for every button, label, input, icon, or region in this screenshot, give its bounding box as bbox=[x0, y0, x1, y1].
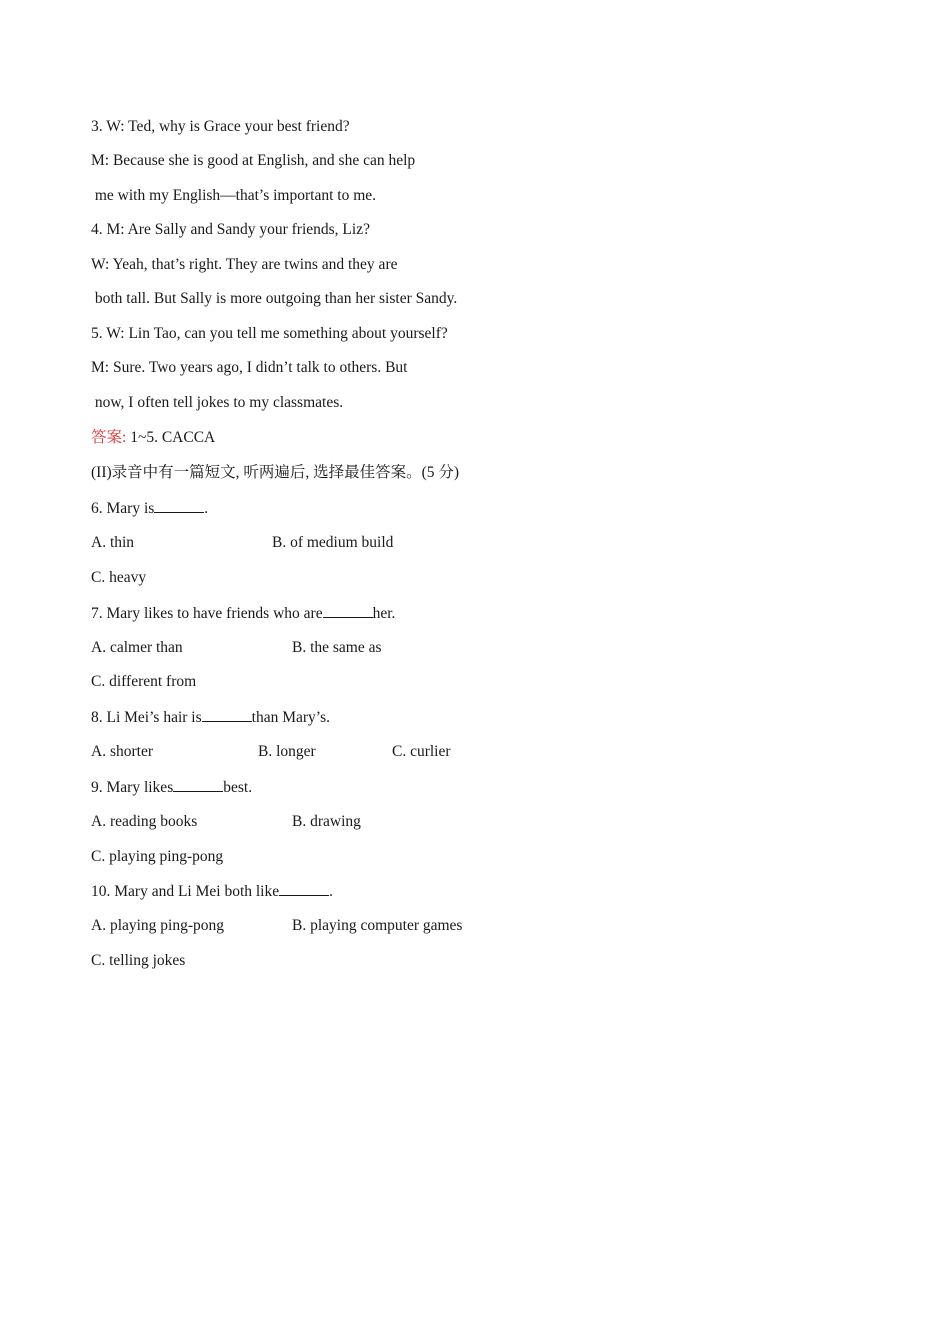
question-10-option-c: C. telling jokes bbox=[91, 952, 186, 969]
answer-value: 1~5. CACCA bbox=[126, 429, 216, 446]
question-6-option-c: C. heavy bbox=[91, 569, 147, 586]
question-10-option-b: B. playing computer games bbox=[292, 917, 463, 934]
question-9-option-b: B. drawing bbox=[292, 813, 361, 830]
dialogue-line: M: Because she is good at English, and she can help bbox=[91, 152, 416, 169]
stem-text: . bbox=[204, 500, 209, 517]
question-10-stem bbox=[91, 881, 333, 902]
section-heading: (II)录音中有一篇短文, 听两遍后, 选择最佳答案。(5 分) bbox=[91, 464, 460, 481]
stem-text: 6. Mary is bbox=[91, 500, 155, 517]
answer-label: 答案: bbox=[91, 429, 127, 446]
answer-blank bbox=[202, 707, 252, 722]
question-7-option-b: B. the same as bbox=[292, 639, 382, 656]
stem-text: 7. Mary likes to have friends who are bbox=[91, 605, 323, 622]
stem-text: 8. Li Mei’s hair is bbox=[91, 709, 202, 726]
dialogue-line: 5. W: Lin Tao, can you tell me something about yourself? bbox=[91, 325, 448, 342]
dialogue-line: M: Sure. Two years ago, I didn’t talk to others. But bbox=[91, 359, 408, 376]
question-10-option-a: A. playing ping-pong bbox=[91, 917, 225, 934]
stem-text: best. bbox=[223, 779, 253, 796]
stem-text: her. bbox=[372, 605, 396, 622]
question-7-option-c: C. different from bbox=[91, 673, 197, 690]
question-8-option-a: A. shorter bbox=[91, 743, 153, 760]
answer-line bbox=[91, 428, 215, 448]
answer-blank bbox=[279, 881, 329, 896]
question-9-option-c: C. playing ping-pong bbox=[91, 848, 224, 865]
question-8-option-b: B. longer bbox=[258, 743, 316, 760]
dialogue-line: me with my English—that’s important to me. bbox=[91, 187, 377, 204]
question-9-option-a: A. reading books bbox=[91, 813, 198, 830]
question-8-option-c: C. curlier bbox=[392, 743, 451, 760]
dialogue-line: W: Yeah, that’s right. They are twins and they are bbox=[91, 256, 398, 273]
question-7-option-a: A. calmer than bbox=[91, 639, 183, 656]
answer-blank bbox=[173, 777, 223, 792]
question-9-stem bbox=[91, 777, 252, 798]
dialogue-line: 3. W: Ted, why is Grace your best friend? bbox=[91, 118, 350, 135]
question-6-option-a: A. thin bbox=[91, 534, 135, 551]
question-6-option-b: B. of medium build bbox=[272, 534, 394, 551]
dialogue-line: both tall. But Sally is more outgoing than her sister Sandy. bbox=[91, 290, 458, 307]
answer-blank bbox=[154, 498, 204, 513]
stem-text: 9. Mary likes bbox=[91, 779, 174, 796]
stem-text: . bbox=[329, 883, 333, 900]
answer-blank bbox=[323, 603, 373, 618]
stem-text: 10. Mary and Li Mei both like bbox=[91, 883, 280, 900]
dialogue-line: 4. M: Are Sally and Sandy your friends, Liz? bbox=[91, 221, 370, 238]
stem-text: than Mary’s. bbox=[251, 709, 331, 726]
question-6-stem bbox=[91, 498, 208, 519]
dialogue-line: now, I often tell jokes to my classmates. bbox=[91, 394, 344, 411]
question-7-stem bbox=[91, 603, 395, 624]
question-8-stem bbox=[91, 707, 330, 728]
